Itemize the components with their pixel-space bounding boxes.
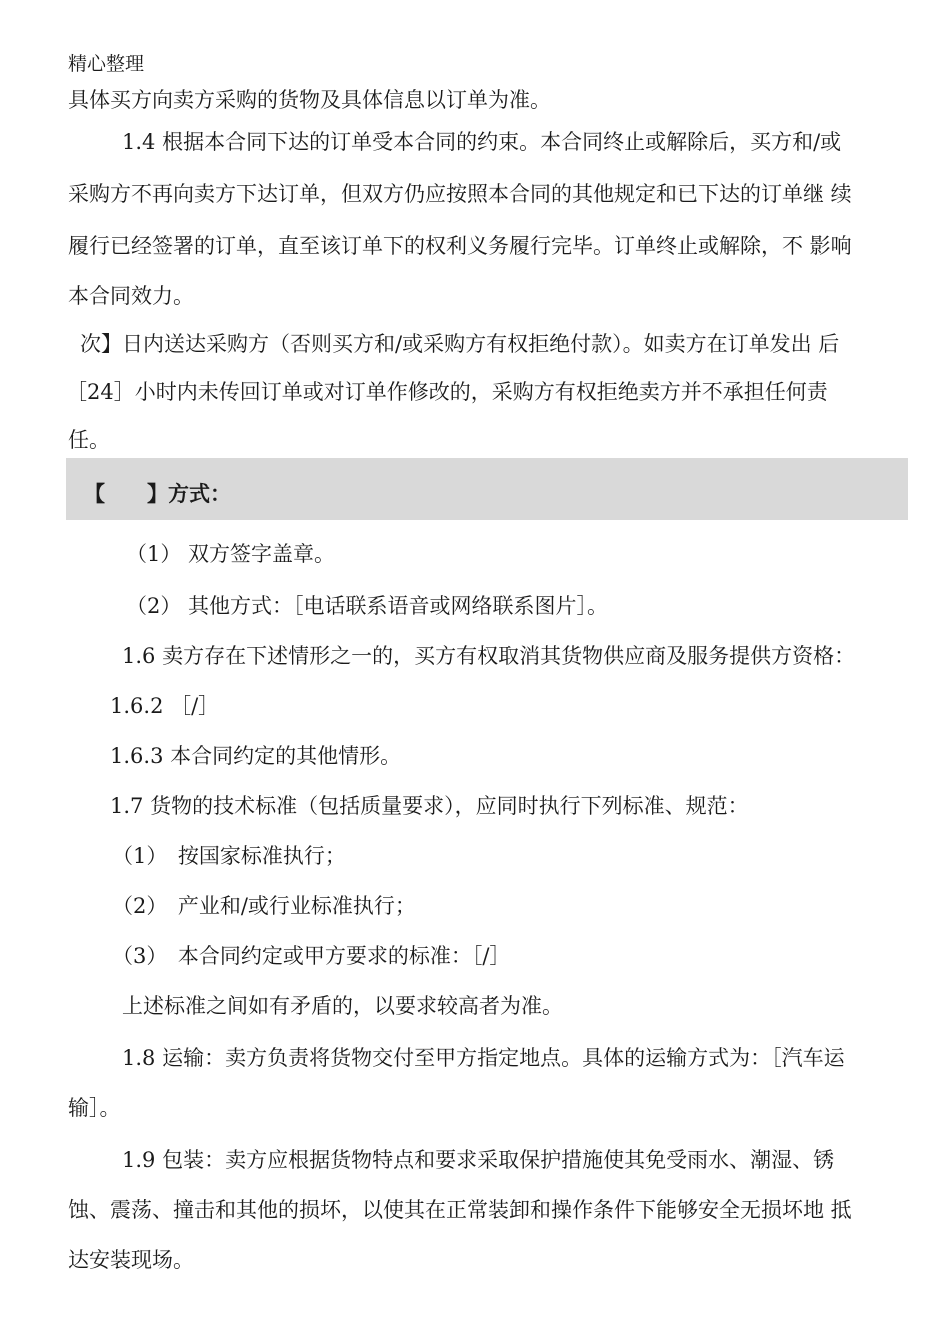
list-item: （3） 本合同约定或甲方要求的标准：［/］ [112,944,511,968]
shaded-heading: 【 】方式： [84,481,231,506]
paragraph-line: 1.7 货物的技术标准（包括质量要求），应同时执行下列标准、规范： [110,794,749,818]
paragraph-line: 次】日内送达采购方（否则买方和/或采购方有权拒绝付款）。如卖方在订单发出 后 [80,332,840,356]
paragraph-line: ［24］小时内未传回订单或对订单作修改的，采购方有权拒绝卖方并不承担任何责 [66,380,828,404]
list-item: （1） 双方签字盖章。 [126,542,336,566]
paragraph-line: 1.6.2 ［/］ [110,694,220,718]
paragraph-line: 本合同效力。 [68,284,194,308]
paragraph-line: 输］。 [68,1096,121,1120]
paragraph-line: 1.8 运输：卖方负责将货物交付至甲方指定地点。具体的运输方式为：［汽车运 [122,1046,845,1070]
paragraph-line: 上述标准之间如有矛盾的，以要求较高者为准。 [122,994,563,1018]
list-item: （1） 按国家标准执行； [112,844,346,868]
paragraph-line: 1.4 根据本合同下达的订单受本合同的约束。本合同终止或解除后，买方和/或 [122,130,842,154]
paragraph-line: 蚀、震荡、撞击和其他的损坏，以使其在正常装卸和操作条件下能够安全无损坏地 抵 [68,1198,852,1222]
paragraph-line: 1.9 包装：卖方应根据货物特点和要求采取保护措施使其免受雨水、潮湿、锈 [122,1148,835,1172]
list-item: （2） 产业和/或行业标准执行； [112,894,416,918]
page-header: 精心整理 [68,53,145,75]
paragraph-line: 达安装现场。 [68,1248,194,1272]
paragraph-line: 具体买方向卖方采购的货物及具体信息以订单为准。 [68,88,551,112]
list-item: （2） 其他方式：［电话联系语音或网络联系图片］。 [126,594,609,618]
paragraph-line: 采购方不再向卖方下达订单，但双方仍应按照本合同的其他规定和已下达的订单继 续 [68,182,852,206]
paragraph-line: 1.6 卖方存在下述情形之一的，买方有权取消其货物供应商及服务提供方资格： [122,644,856,668]
paragraph-line: 履行已经签署的订单，直至该订单下的权利义务履行完毕。订单终止或解除，不 影响 [68,234,852,258]
paragraph-line: 1.6.3 本合同约定的其他情形。 [110,744,402,768]
paragraph-line: 任。 [68,428,110,452]
